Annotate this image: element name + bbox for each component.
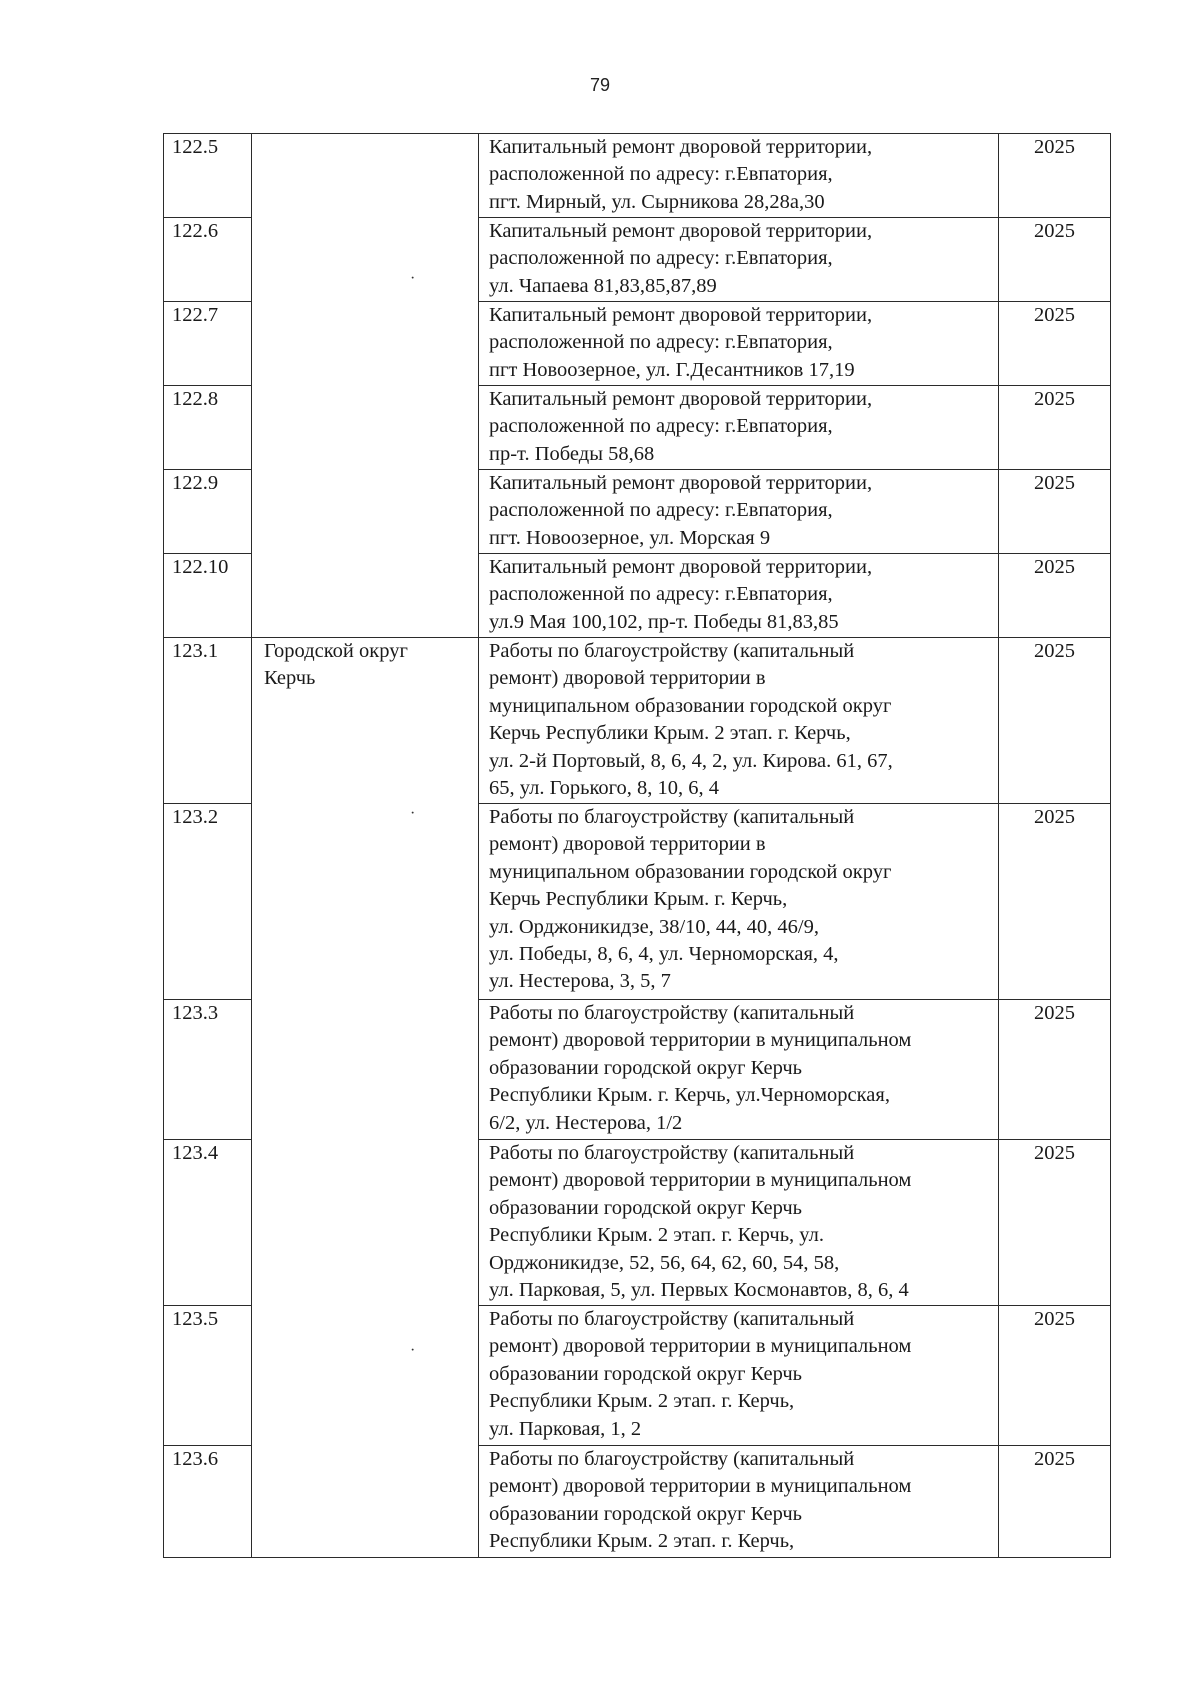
description-line: образовании городской округ Керчь [489, 1196, 803, 1219]
description-line: 65, ул. Горького, 8, 10, 6, 4 [489, 777, 720, 800]
stray-mark: · [410, 1342, 416, 1359]
completion-year: 2025 [999, 554, 1111, 638]
municipality-line: Городской округ [264, 640, 408, 662]
description-line: образовании городской округ Керчь [489, 1362, 803, 1385]
description-line: пгт. Новоозерное, ул. Морская 9 [489, 526, 771, 549]
description-line: пр-т. Победы 58,68 [489, 442, 655, 465]
description-line: ул. Орджоникидзе, 38/10, 44, 40, 46/9, [489, 915, 819, 938]
municipality-cell [252, 1306, 479, 1446]
description-line: ремонт) дворовой территории в муниципальном [489, 1029, 912, 1052]
municipality-cell [252, 218, 479, 302]
municipality-cell [252, 386, 479, 470]
row-number: 122.5 [164, 134, 252, 218]
municipality-cell [252, 470, 479, 554]
table-row [164, 134, 1111, 218]
description-line: Республики Крым. 2 этап. г. Керчь, ул. [489, 1224, 825, 1247]
description-line: расположенной по адресу: г.Евпатория, [489, 583, 833, 606]
description-line: ул. Парковая, 1, 2 [489, 1417, 642, 1440]
description-line: муниципальном образовании городской округ [489, 694, 892, 717]
municipality-cell [252, 1000, 479, 1140]
row-number: 123.6 [164, 1446, 252, 1558]
row-number: 122.8 [164, 386, 252, 470]
description-line: пгт. Мирный, ул. Сырникова 28,28а,30 [489, 190, 825, 213]
works-table [163, 133, 1111, 1558]
table-row [164, 554, 1111, 638]
description-line: Орджоникидзе, 52, 56, 64, 62, 60, 54, 58, [489, 1251, 840, 1274]
description-line: расположенной по адресу: г.Евпатория, [489, 331, 833, 354]
description-line: ул. Победы, 8, 6, 4, ул. Черноморская, 4, [489, 943, 839, 966]
work-description [479, 1306, 999, 1446]
row-number: 122.9 [164, 470, 252, 554]
table-row [164, 302, 1111, 386]
row-number: 122.7 [164, 302, 252, 386]
description-line: Республики Крым. г. Керчь, ул.Черноморская, [489, 1084, 890, 1107]
description-line: ул. Парковая, 5, ул. Первых Космонавтов, 8, 6, 4 [489, 1279, 909, 1302]
description-line: Капитальный ремонт дворовой территории, [489, 220, 873, 242]
work-description [479, 1140, 999, 1306]
completion-year: 2025 [999, 1446, 1111, 1558]
description-line: пгт Новоозерное, ул. Г.Десантников 17,19 [489, 358, 855, 381]
stray-mark: · [410, 270, 416, 287]
description-line: ремонт) дворовой территории в муниципальном [489, 1169, 912, 1192]
row-number: 123.1 [164, 638, 252, 804]
municipality-cell [252, 302, 479, 386]
completion-year: 2025 [999, 1306, 1111, 1446]
description-line: расположенной по адресу: г.Евпатория, [489, 499, 833, 522]
work-description [479, 134, 999, 218]
description-line: Работы по благоустройству (капитальный [489, 1448, 855, 1470]
municipality-cell [252, 804, 479, 1000]
description-line: ул. 2-й Портовый, 8, 6, 4, 2, ул. Кирова. 61, 67, [489, 749, 893, 772]
work-description [479, 1000, 999, 1140]
work-description [479, 554, 999, 638]
municipality-cell [252, 1446, 479, 1558]
municipality-cell [252, 554, 479, 638]
completion-year: 2025 [999, 302, 1111, 386]
row-number: 123.2 [164, 804, 252, 1000]
description-line: Капитальный ремонт дворовой территории, [489, 556, 873, 578]
description-line: Капитальный ремонт дворовой территории, [489, 472, 873, 494]
description-line: Работы по благоустройству (капитальный [489, 1308, 855, 1330]
completion-year: 2025 [999, 1140, 1111, 1306]
description-line: Керчь Республики Крым. 2 этап. г. Керчь, [489, 722, 851, 745]
completion-year: 2025 [999, 470, 1111, 554]
page-number: 79 [589, 75, 611, 95]
description-line: ул.9 Мая 100,102, пр-т. Победы 81,83,85 [489, 610, 839, 633]
table-row [164, 1000, 1111, 1140]
row-number: 123.4 [164, 1140, 252, 1306]
table-row [164, 1446, 1111, 1558]
row-number: 122.6 [164, 218, 252, 302]
description-line: образовании городской округ Керчь [489, 1056, 803, 1079]
work-description [479, 638, 999, 804]
completion-year: 2025 [999, 1000, 1111, 1140]
description-line: Керчь Республики Крым. г. Керчь, [489, 888, 788, 911]
work-description [479, 804, 999, 1000]
description-line: ремонт) дворовой территории в [489, 833, 766, 856]
description-line: ремонт) дворовой территории в [489, 667, 766, 690]
work-description [479, 1446, 999, 1558]
description-line: Работы по благоустройству (капитальный [489, 1142, 855, 1164]
table-row [164, 1306, 1111, 1446]
completion-year: 2025 [999, 386, 1111, 470]
work-description [479, 470, 999, 554]
description-line: расположенной по адресу: г.Евпатория, [489, 163, 833, 186]
description-line: Работы по благоустройству (капитальный [489, 806, 855, 828]
municipality-cell [252, 1140, 479, 1306]
table-row [164, 804, 1111, 1000]
work-description [479, 218, 999, 302]
completion-year: 2025 [999, 804, 1111, 1000]
description-line: ремонт) дворовой территории в муниципальном [489, 1475, 912, 1498]
row-number: 123.3 [164, 1000, 252, 1140]
description-line: ул. Нестерова, 3, 5, 7 [489, 970, 671, 993]
row-number: 123.5 [164, 1306, 252, 1446]
description-line: Республики Крым. 2 этап. г. Керчь, [489, 1390, 795, 1413]
table-row [164, 470, 1111, 554]
description-line: Работы по благоустройству (капитальный [489, 640, 855, 662]
works-table-body [164, 134, 1111, 1558]
description-line: Республики Крым. 2 этап. г. Керчь, [489, 1530, 795, 1553]
completion-year: 2025 [999, 638, 1111, 804]
municipality-line: Керчь [264, 667, 316, 689]
description-line: расположенной по адресу: г.Евпатория, [489, 415, 833, 438]
description-line: Капитальный ремонт дворовой территории, [489, 388, 873, 410]
description-line: 6/2, ул. Нестерова, 1/2 [489, 1111, 683, 1134]
table-row [164, 218, 1111, 302]
description-line: Капитальный ремонт дворовой территории, [489, 136, 873, 158]
description-line: муниципальном образовании городской округ [489, 860, 892, 883]
table-row [164, 1140, 1111, 1306]
completion-year: 2025 [999, 134, 1111, 218]
municipality-cell [252, 638, 479, 804]
description-line: Работы по благоустройству (капитальный [489, 1002, 855, 1024]
row-number: 122.10 [164, 554, 252, 638]
description-line: образовании городской округ Керчь [489, 1502, 803, 1525]
work-description [479, 302, 999, 386]
description-line: ремонт) дворовой территории в муниципальном [489, 1335, 912, 1358]
description-line: Капитальный ремонт дворовой территории, [489, 304, 873, 326]
completion-year: 2025 [999, 218, 1111, 302]
work-description [479, 386, 999, 470]
table-row [164, 638, 1111, 804]
description-line: ул. Чапаева 81,83,85,87,89 [489, 274, 717, 297]
stray-mark: · [410, 805, 416, 822]
description-line: расположенной по адресу: г.Евпатория, [489, 247, 833, 270]
table-row [164, 386, 1111, 470]
municipality-cell [252, 134, 479, 218]
